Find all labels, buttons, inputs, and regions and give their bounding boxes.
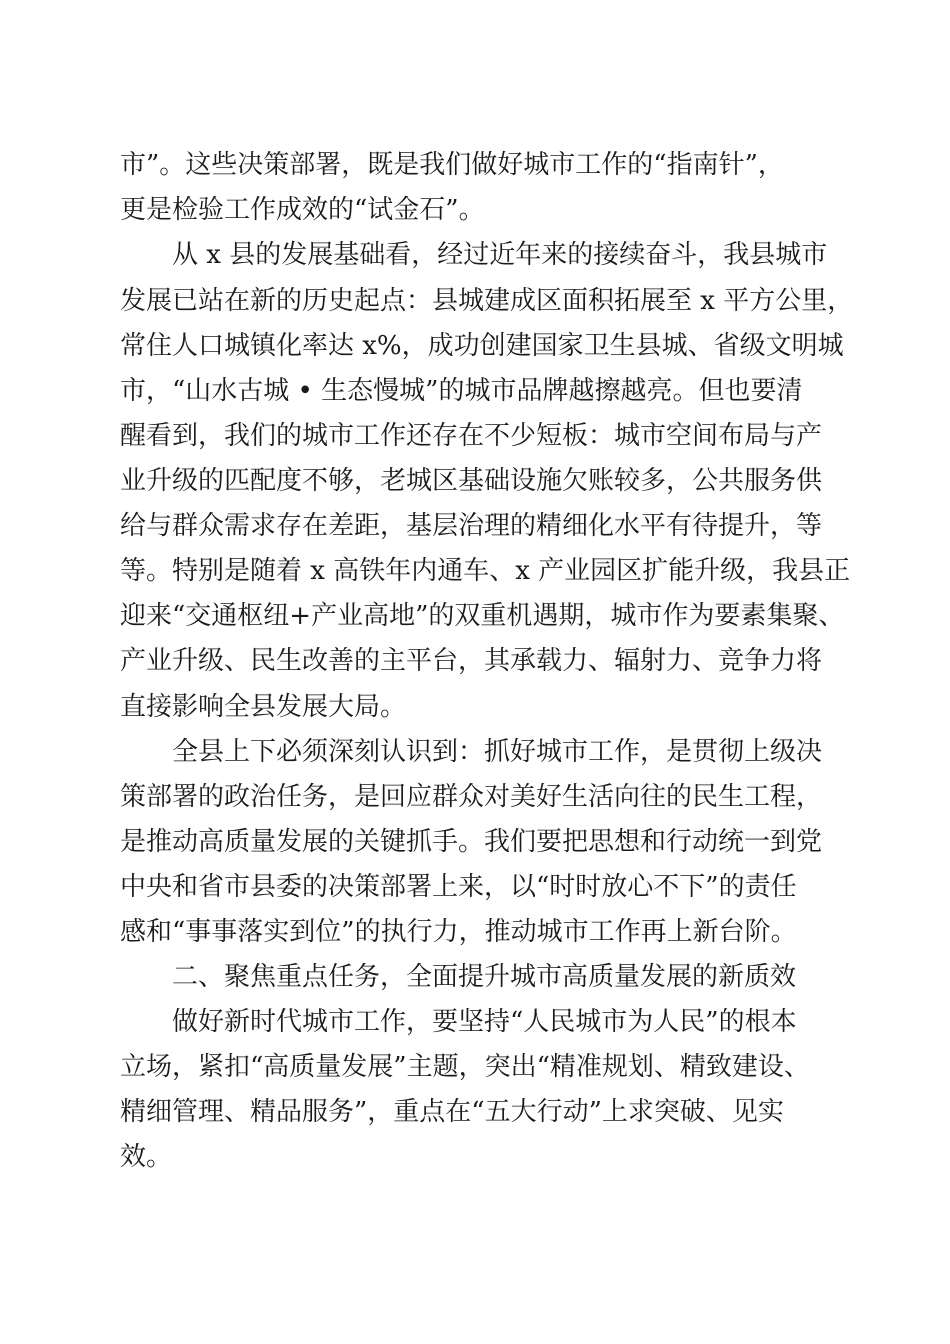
- text-line: 给与群众需求存在差距，基层治理的精细化水平有待提升，等: [120, 511, 823, 541]
- text-line: 醒看到，我们的城市工作还存在不少短板：城市空间布局与产: [120, 421, 823, 451]
- text-line: 做好新时代城市工作，要坚持“人民城市为人民”的根本: [172, 1007, 797, 1037]
- section-heading: 二、聚焦重点任务，全面提升城市高质量发展的新质效: [172, 962, 797, 992]
- text-line: 发展已站在新的历史起点：县城建成区面积拓展至 x 平方公里，: [120, 286, 854, 316]
- text-line: 是推动高质量发展的关键抓手。我们要把思想和行动统一到党: [120, 827, 823, 857]
- text-line: 效。: [120, 1142, 173, 1172]
- text-line: 业升级的匹配度不够，老城区基础设施欠账较多，公共服务供: [120, 466, 823, 496]
- text-line: 直接影响全县发展大局。: [120, 692, 407, 722]
- text-line: 产业升级、民生改善的主平台，其承载力、辐射力、竞争力将: [120, 646, 823, 676]
- text-line: 常住人口城镇化率达 x%，成功创建国家卫生县城、省级文明城: [120, 331, 844, 361]
- text-line: 从 x 县的发展基础看，经过近年来的接续奋斗，我县城市: [172, 240, 828, 270]
- text-line: 等。特别是随着 x 高铁年内通车、x 产业园区扩能升级，我县正: [120, 556, 851, 586]
- text-line: 全县上下必须深刻认识到：抓好城市工作，是贯彻上级决: [172, 737, 823, 767]
- text-line: 感和“事事落实到位”的执行力，推动城市工作再上新台阶。: [120, 917, 797, 947]
- text-line: 市”。这些决策部署，既是我们做好城市工作的“指南针”，: [120, 150, 784, 180]
- text-line: 策部署的政治任务，是回应群众对美好生活向往的民生工程，: [120, 782, 823, 812]
- text-line: 立场，紧扣“高质量发展”主题，突出“精准规划、精致建设、: [120, 1052, 810, 1082]
- text-line: 精细管理、精品服务”，重点在“五大行动”上求突破、见实: [120, 1097, 784, 1127]
- text-line: 中央和省市县委的决策部署上来，以“时时放心不下”的责任: [120, 872, 797, 902]
- text-line: 迎来“交通枢纽+产业高地”的双重机遇期，城市作为要素集聚、: [120, 601, 845, 631]
- text-line: 市，“山水古城 • 生态慢城”的城市品牌越擦越亮。但也要清: [120, 376, 803, 406]
- text-line: 更是检验工作成效的“试金石”。: [120, 195, 485, 225]
